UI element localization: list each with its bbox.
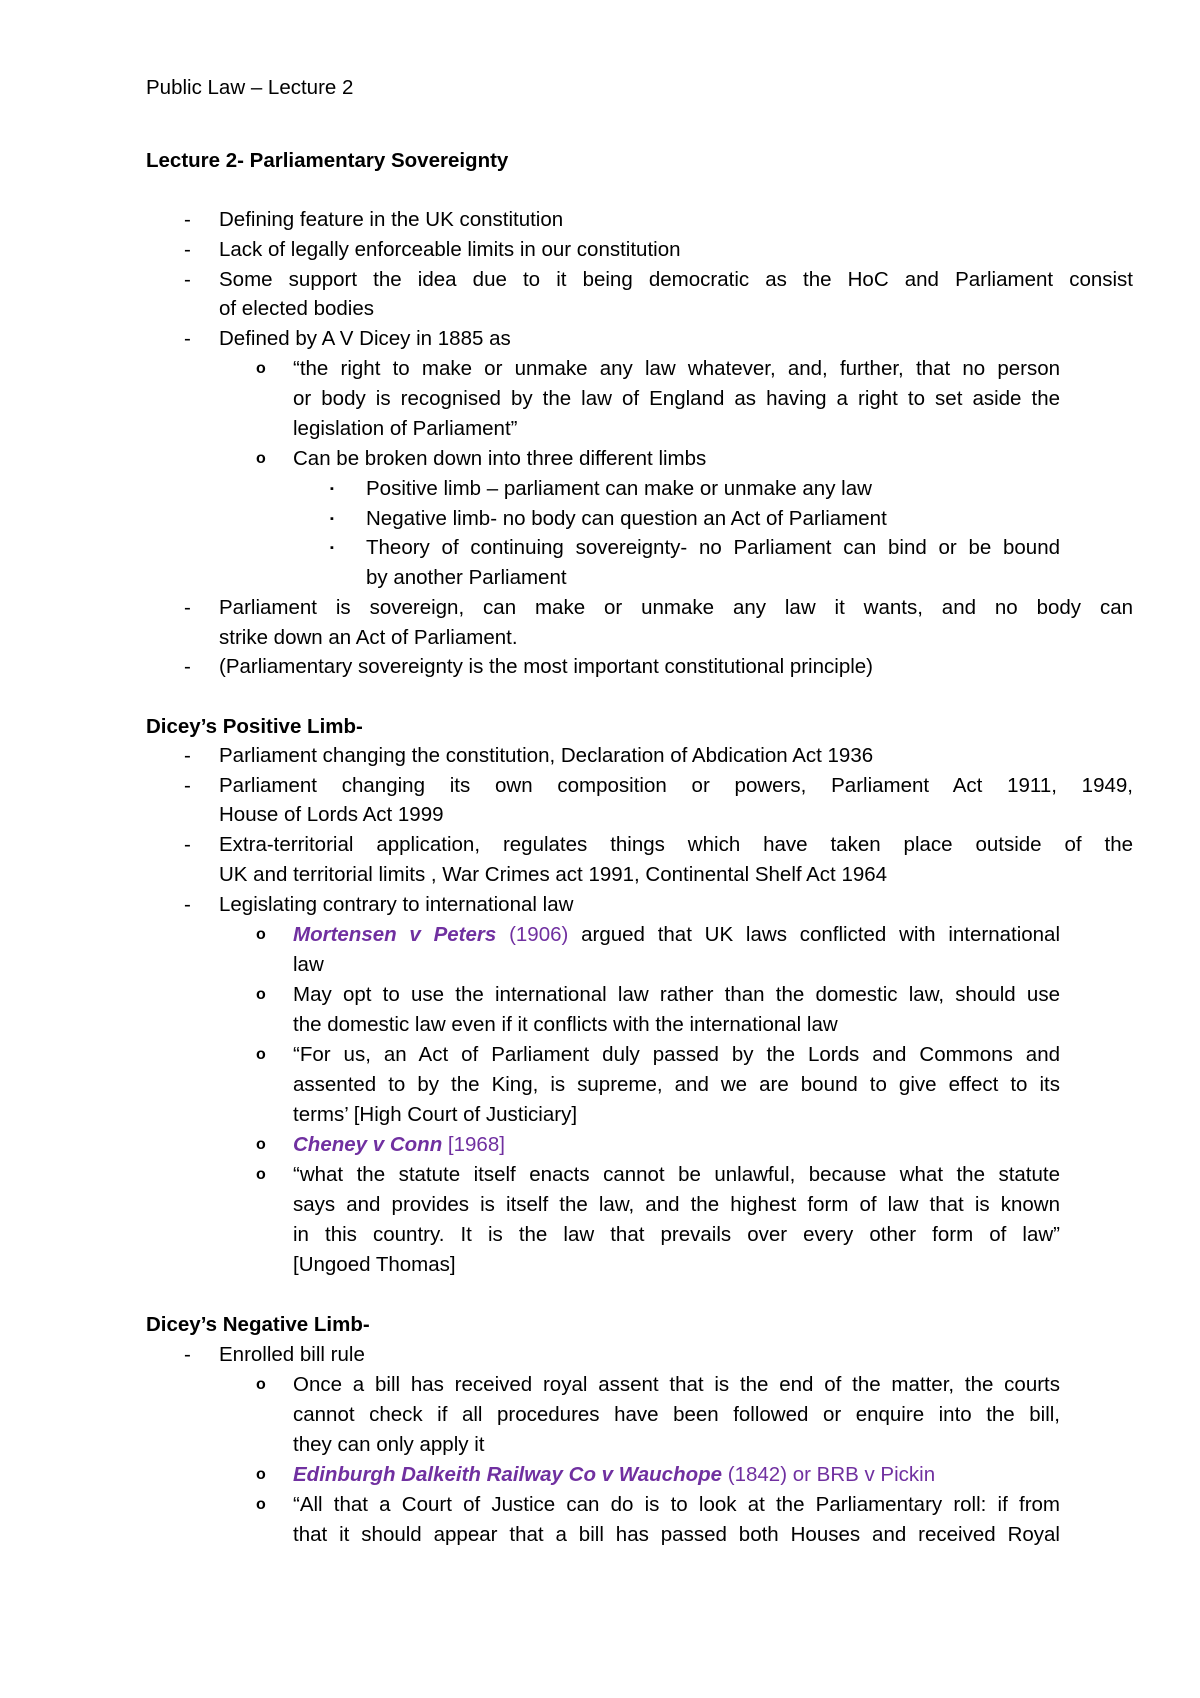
case-year-cheney: [1968] <box>447 1133 505 1156</box>
circle-bullet: o <box>256 1496 266 1513</box>
court-quote: “All that a Court of Justice can do is to look at the Parliamentary roll: if from <box>293 1493 1060 1516</box>
positive-item-cont: House of Lords Act 1999 <box>219 803 444 826</box>
limb-item-cont: by another Parliament <box>366 566 567 589</box>
positive-item: Extra-territorial application, regulates things which have taken place outside of the <box>219 833 1133 856</box>
court-quote-cont: that it should appear that a bill has passed both Houses and received Royal <box>293 1523 1060 1546</box>
case-rest-edinburgh: (1842) or BRB v Pickin <box>727 1463 936 1486</box>
dash-bullet: - <box>184 596 191 619</box>
circle-bullet: o <box>256 926 266 943</box>
limb-item: Theory of continuing sovereignty- no Parliament can bind or be bound <box>366 536 1060 559</box>
case-line-cheney <box>293 1130 505 1160</box>
square-bullet: ▪ <box>330 513 334 525</box>
ungoed-quote: “what the statute itself enacts cannot be unlawful, because what the statute <box>293 1163 1060 1186</box>
case-text-cont: law <box>293 953 324 976</box>
case-year-mortensen: (1906) <box>509 923 569 946</box>
ungoed-quote-cont: [Ungoed Thomas] <box>293 1253 456 1276</box>
circle-bullet: o <box>256 1046 266 1063</box>
dash-bullet: - <box>184 327 191 350</box>
dash-bullet: - <box>184 744 191 767</box>
sub-item: Once a bill has received royal assent that is the end of the matter, the courts <box>293 1373 1060 1396</box>
sub-item-cont: cannot check if all procedures have been followed or enquire into the bill, <box>293 1403 1060 1426</box>
circle-bullet: o <box>256 450 266 467</box>
case-line-mortensen <box>293 920 1060 950</box>
case-line-edinburgh <box>293 1460 935 1490</box>
square-bullet: ▪ <box>330 542 334 554</box>
case-name-mortensen: Mortensen v Peters <box>293 923 497 946</box>
positive-item-cont: UK and territorial limits , War Crimes act 1991, Continental Shelf Act 1964 <box>219 863 888 886</box>
dash-bullet: - <box>184 833 191 856</box>
court-quote-cont: terms’ [High Court of Justiciary] <box>293 1103 578 1126</box>
intro-item: Defining feature in the UK constitution <box>219 208 564 231</box>
dicey-quote-cont: legislation of Parliament” <box>293 417 518 440</box>
dash-bullet: - <box>184 774 191 797</box>
limb-item: Positive limb – parliament can make or unmake any law <box>366 477 872 500</box>
negative-item: Enrolled bill rule <box>219 1343 365 1366</box>
dash-bullet: - <box>184 268 191 291</box>
positive-item: Legislating contrary to international law <box>219 893 574 916</box>
dash-bullet: - <box>184 238 191 261</box>
court-quote: “For us, an Act of Parliament duly passed by the Lords and Commons and <box>293 1043 1060 1066</box>
limb-item: Negative limb- no body can question an Act of Parliament <box>366 507 887 530</box>
circle-bullet: o <box>256 1376 266 1393</box>
dash-bullet: - <box>184 1343 191 1366</box>
lecture-title: Lecture 2- Parliamentary Sovereignty <box>146 149 509 172</box>
circle-bullet: o <box>256 986 266 1003</box>
circle-bullet: o <box>256 1166 266 1183</box>
case-name-edinburgh: Edinburgh Dalkeith Railway Co v Wauchope <box>293 1463 723 1486</box>
square-bullet: ▪ <box>330 483 334 495</box>
intro-item: Defined by A V Dicey in 1885 as <box>219 327 511 350</box>
intro-item: (Parliamentary sovereignty is the most important constitutional principle) <box>219 655 873 678</box>
circle-bullet: o <box>256 360 266 377</box>
positive-limb-heading: Dicey’s Positive Limb- <box>146 715 363 738</box>
circle-bullet: o <box>256 1466 266 1483</box>
dash-bullet: - <box>184 893 191 916</box>
dicey-quote: “the right to make or unmake any law whatever, and, further, that no person <box>293 357 1060 380</box>
intro-item: Parliament is sovereign, can make or unmake any law it wants, and no body can <box>219 596 1133 619</box>
intro-item-cont: strike down an Act of Parliament. <box>219 626 518 649</box>
dash-bullet: - <box>184 208 191 231</box>
sub-item-cont: the domestic law even if it conflicts with the international law <box>293 1013 838 1036</box>
positive-item: Parliament changing the constitution, Declaration of Abdication Act 1936 <box>219 744 874 767</box>
positive-item: Parliament changing its own composition or powers, Parliament Act 1911, 1949, <box>219 774 1133 797</box>
negative-limb-heading: Dicey’s Negative Limb- <box>146 1313 370 1336</box>
case-text: argued that UK laws conflicted with international <box>581 923 1061 946</box>
intro-item-cont: of elected bodies <box>219 297 375 320</box>
dash-bullet: - <box>184 655 191 678</box>
court-quote-cont: assented to by the King, is supreme, and we are bound to give effect to its <box>293 1073 1060 1096</box>
document-header: Public Law – Lecture 2 <box>146 76 354 99</box>
sub-item: May opt to use the international law rather than the domestic law, should use <box>293 983 1060 1006</box>
case-name-cheney: Cheney v Conn <box>293 1133 443 1156</box>
circle-bullet: o <box>256 1136 266 1153</box>
sub-item-cont: they can only apply it <box>293 1433 485 1456</box>
ungoed-quote-cont: says and provides is itself the law, and the highest form of law that is known <box>293 1193 1060 1216</box>
dicey-quote-cont: or body is recognised by the law of England as having a right to set aside the <box>293 387 1060 410</box>
intro-item: Some support the idea due to it being democratic as the HoC and Parliament consist <box>219 268 1133 291</box>
ungoed-quote-cont: in this country. It is the law that prevails over every other form of law” <box>293 1223 1060 1246</box>
limbs-item: Can be broken down into three different limbs <box>293 447 707 470</box>
intro-item: Lack of legally enforceable limits in our constitution <box>219 238 681 261</box>
